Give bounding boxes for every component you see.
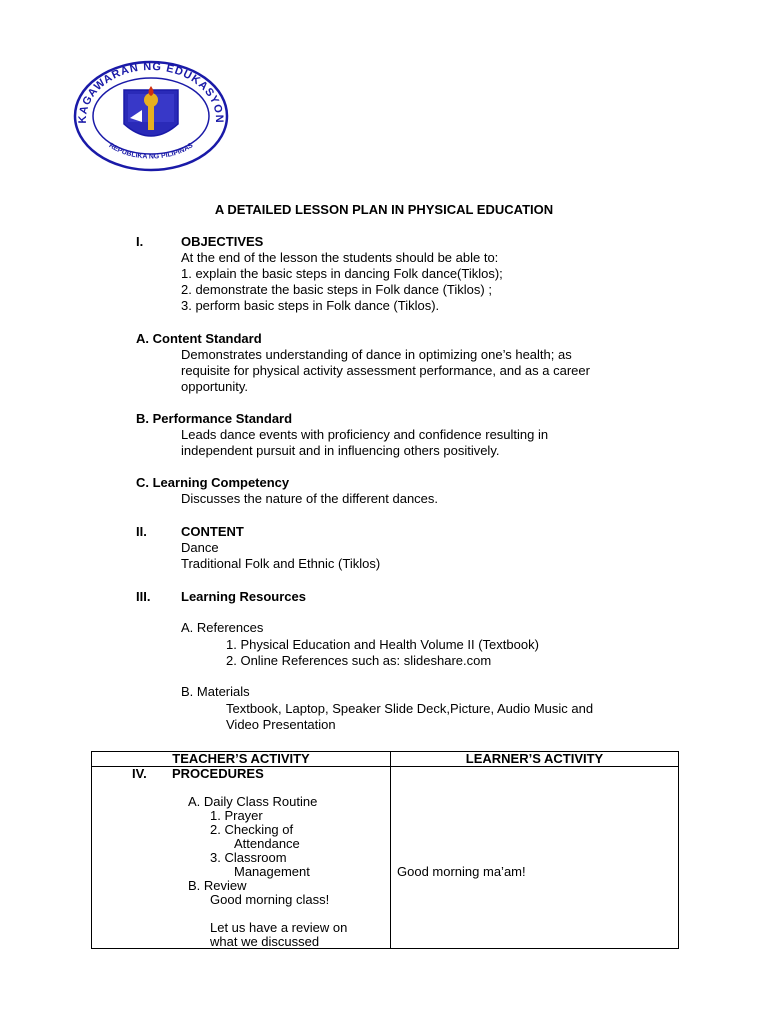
objectives-numeral: I. xyxy=(136,234,144,249)
resources-numeral: III. xyxy=(136,589,151,604)
teacher-activity-cell xyxy=(92,767,391,949)
learner-response: Good morning ma’am! xyxy=(397,864,526,879)
review-line: Good morning class! xyxy=(210,892,330,907)
seal-bottom-text: REPUBLIKA NG PILIPINAS xyxy=(107,142,195,161)
materials-line: Video Presentation xyxy=(226,717,336,732)
routine-label: A. Daily Class Routine xyxy=(188,794,318,809)
table-header-row xyxy=(92,752,679,767)
objectives-intro: At the end of the lesson the students should be able to: xyxy=(181,250,499,265)
routine-item: 2. Checking of xyxy=(210,822,294,837)
objective-item: 3. perform basic steps in Folk dance (Tiklos). xyxy=(181,298,440,313)
routine-item: Attendance xyxy=(234,836,300,851)
routine-item: 3. Classroom xyxy=(210,850,287,865)
content-standard-line: Demonstrates understanding of dance in optimizing one’s health; as xyxy=(181,347,572,362)
resources-heading: Learning Resources xyxy=(181,589,306,604)
objective-item: 2. demonstrate the basic steps in Folk dance (Tiklos) ; xyxy=(181,282,492,297)
routine-item: Management xyxy=(234,864,310,879)
learner-activity-cell xyxy=(391,767,679,949)
learning-competency-heading: C. Learning Competency xyxy=(136,475,290,490)
materials-label: B. Materials xyxy=(181,684,250,699)
references-label: A. References xyxy=(181,620,264,635)
seal-top-text: KAGAWARAN NG EDUKASYON xyxy=(76,60,226,124)
review-line: Let us have a review on xyxy=(210,920,348,935)
learning-competency-line: Discusses the nature of the different dances. xyxy=(181,491,439,506)
content-standard-heading: A. Content Standard xyxy=(136,331,262,346)
reference-item: 2. Online References such as: slideshare.com xyxy=(226,653,492,668)
review-line: what we discussed xyxy=(210,934,320,949)
procedures-heading: PROCEDURES xyxy=(172,766,264,781)
content-numeral: II. xyxy=(136,524,147,539)
document-title: A DETAILED LESSON PLAN IN PHYSICAL EDUCATION xyxy=(214,202,554,217)
materials-line: Textbook, Laptop, Speaker Slide Deck,Picture, Audio Music and xyxy=(226,701,594,716)
procedures-numeral: IV. xyxy=(132,766,147,781)
objective-item: 1. explain the basic steps in dancing Folk dance(Tiklos); xyxy=(181,266,503,281)
deped-seal-logo xyxy=(72,60,230,172)
content-line: Traditional Folk and Ethnic (Tiklos) xyxy=(181,556,381,571)
review-label: B. Review xyxy=(188,878,247,893)
objectives-heading: OBJECTIVES xyxy=(181,234,264,249)
teacher-activity-header: TEACHER’S ACTIVITY xyxy=(92,752,391,767)
table-row xyxy=(92,767,679,949)
content-line: Dance xyxy=(181,540,219,555)
performance-standard-line: Leads dance events with proficiency and confidence resulting in xyxy=(181,427,549,442)
reference-item: 1. Physical Education and Health Volume II (Textbook) xyxy=(226,637,539,652)
content-heading: CONTENT xyxy=(181,524,244,539)
activity-table xyxy=(91,751,679,949)
content-standard-line: requisite for physical activity assessment performance, and as a career xyxy=(181,363,590,378)
learner-activity-header: LEARNER’S ACTIVITY xyxy=(391,752,679,767)
routine-item: 1. Prayer xyxy=(210,808,263,823)
performance-standard-heading: B. Performance Standard xyxy=(136,411,293,426)
performance-standard-line: independent pursuit and in influencing others positively. xyxy=(181,443,500,458)
content-standard-line: opportunity. xyxy=(181,379,248,394)
